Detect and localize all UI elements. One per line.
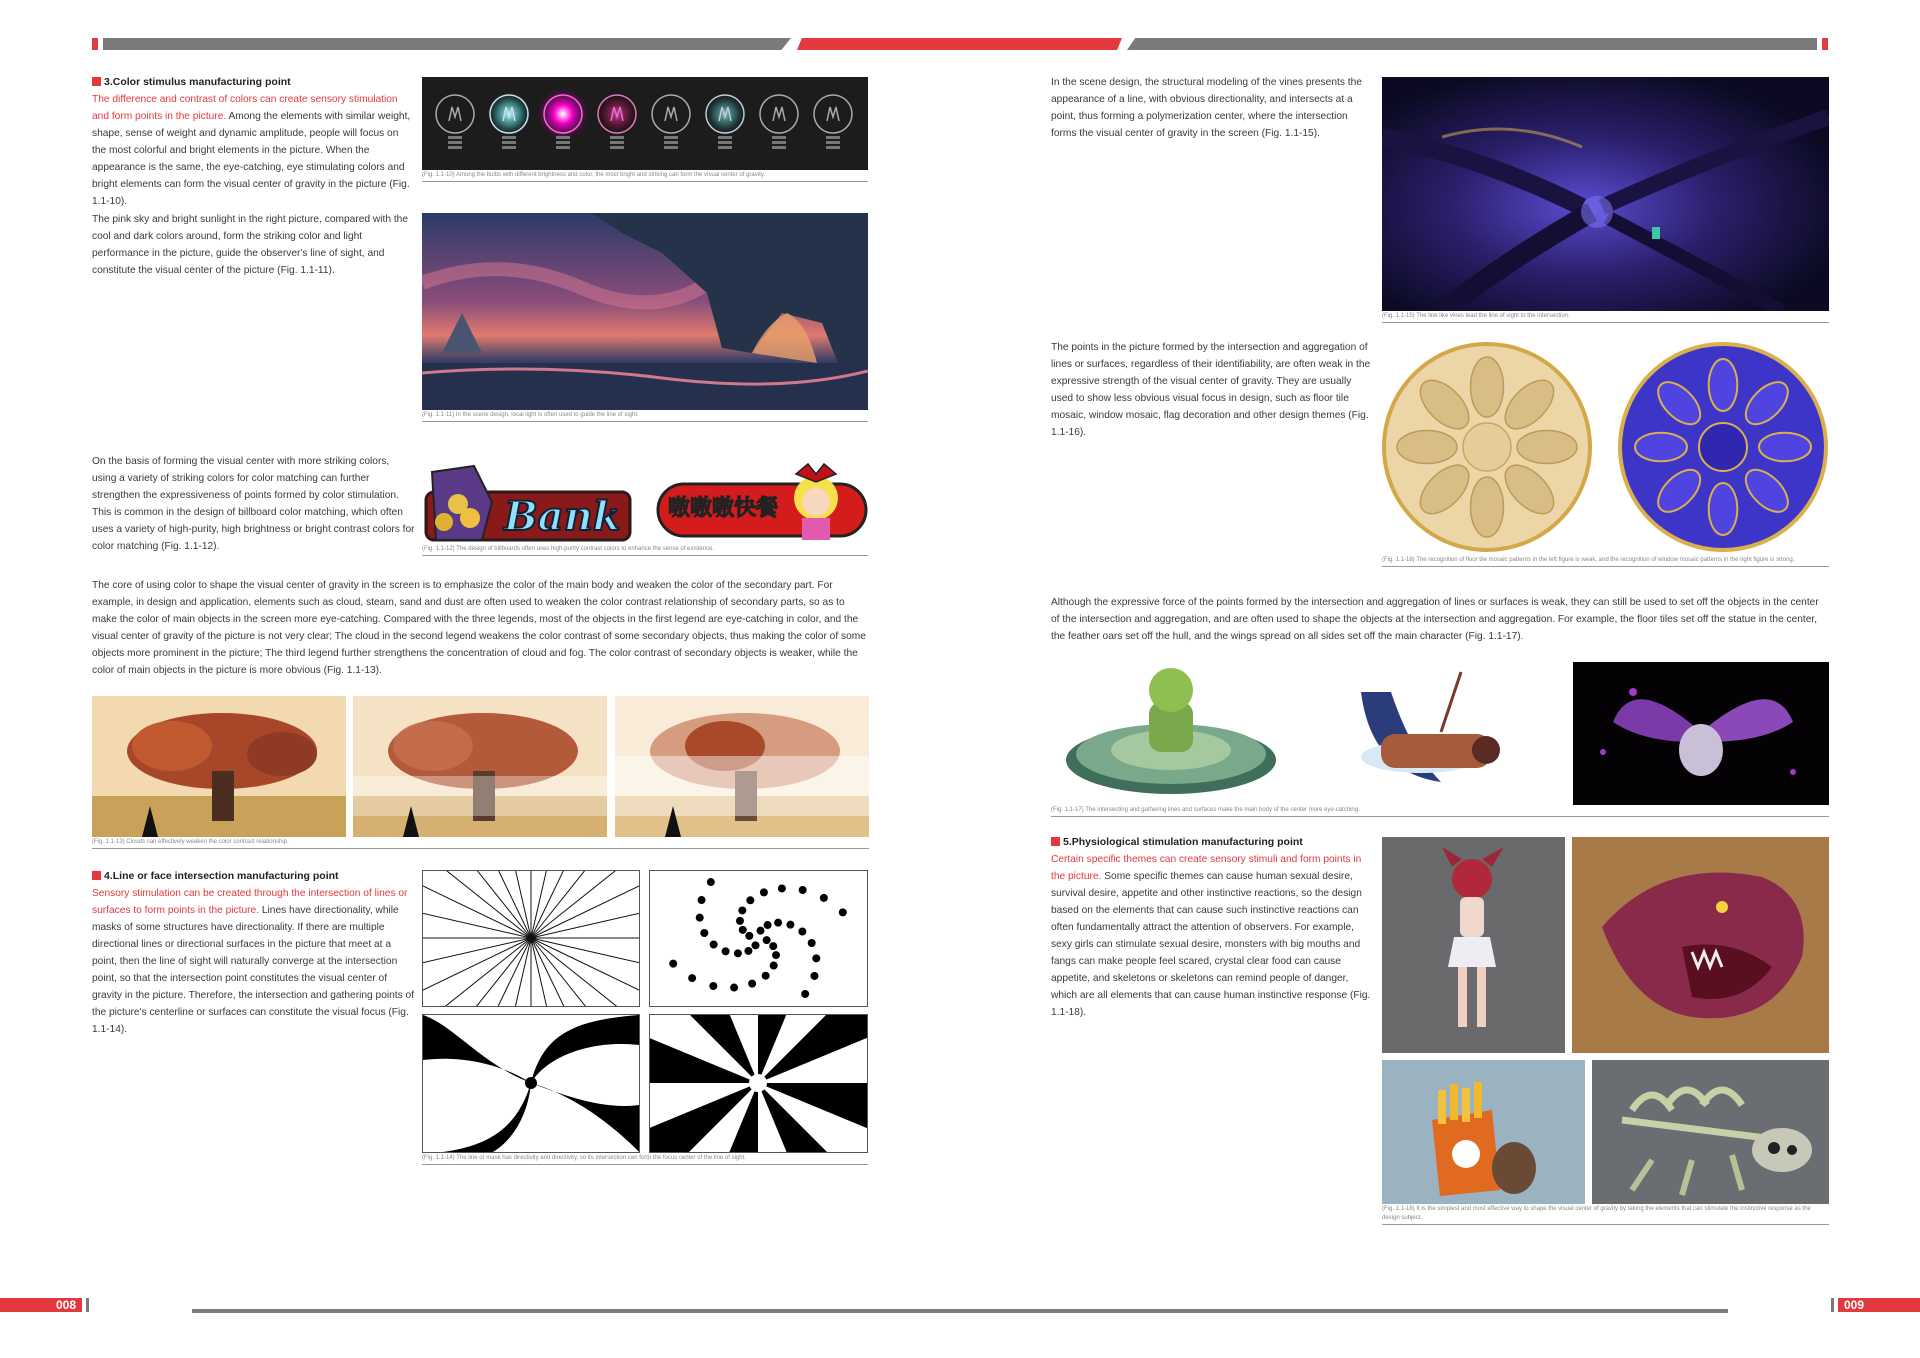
bank-billboard-label: Bank	[504, 493, 621, 540]
tree-scene-1	[92, 696, 346, 837]
top-bar-gray-2	[1127, 38, 1817, 50]
top-bar-left-red	[92, 38, 98, 50]
footer-bar	[192, 1309, 1728, 1313]
vines-scene-image	[1382, 77, 1829, 311]
caption-fig-1-1-10: (Fig. 1.1-10) Among the bulbs with different brightness and color, the most bright and striking can form the visual center of gravity.	[422, 171, 868, 182]
floor-tile-mosaic	[1382, 340, 1592, 555]
caption-fig-1-1-14: (Fig. 1.1-14) The line or mask has directivity and directivity, so its intersection can form the focus center of the line of sight.	[422, 1154, 868, 1165]
right-paragraph3: Although the expressive force of the points formed by the intersection and aggregation of lines or surfaces is weak, they can still be used to set off the objects in the center of the intersection and aggregation, and are often used to shape the objects at the intersection and aggregation. For example, the floor tiles set off the statue in the center, the feather oars set off the hull, and the wings spread on all sides set off the main character (Fig. 1.1-17).	[1051, 597, 1819, 642]
page-number-right: 009	[1838, 1298, 1920, 1312]
caption-fig-1-1-13: (Fig. 1.1-13) Clouds can effectively weaken the color contrast relationship.	[92, 838, 869, 849]
caption-fig-1-1-17: (Fig. 1.1-17) The intersecting and gathering lines and surfaces make the main body of the center more eye-catching.	[1051, 806, 1829, 817]
section3-paragraph1: The difference and contrast of colors can create sensory stimulation and form points in the picture. Among the elements with similar weight, shape, sense of weight and dynamic amplitude, people will focus on the most colorful and bright elements in the picture. When the appearance is the same, the eye-catching, eye stimulating colors and bright elements can form the visual center of gravity in the picture (Fig. 1.1-10).	[92, 94, 411, 207]
tree-scene-2	[353, 696, 607, 837]
top-bar-red-center	[797, 38, 1122, 50]
bank-billboard	[422, 462, 634, 544]
section4-heading: 4.Line or face intersection manufacturing point	[92, 868, 412, 884]
section3-paragraph4: The core of using color to shape the visual center of gravity in the screen is to emphasize the color of the main body and weaken the color of the secondary part. For example, in design and application, elements such as cloud, steam, sand and dust are often used to weaken the color contrast relationship of secondary parts, so as to make the color of main objects in the screen more eye-catching. Compared with the three legends, most of the objects in the first legend are eye-catching in color, and the visual center of gravity of the picture is not very clear; The cloud in the second legend weakens the color contrast of some secondary objects, thus making the color of some objects more prominent in the picture; The third legend further strengthens the concentration of cloud and fog. The color contrast of secondary objects is weaker, while the color of main objects in the picture is more obvious (Fig. 1.1-13).	[92, 580, 866, 676]
cat-girl-image	[1382, 837, 1565, 1053]
right-paragraph2: The points in the picture formed by the intersection and aggregation of lines or surfaces, regardless of their identifiability, are often weak in the expressive strength of the visual center of gravity. They are usually used to show less obvious visual focus in design, such as floor tile mosaic, window mosaic, flag decoration and other design themes (Fig. 1.1-16).	[1051, 342, 1371, 438]
glacier-scene-image	[422, 213, 868, 410]
section3-paragraph2: The pink sky and bright sunlight in the right picture, compared with the cool and dark colors around, form the striking color and light performance in the picture, guide the observer's line of sight, and constitute the visual center of the picture (Fig. 1.1-11).	[92, 214, 408, 276]
section3-paragraph3: On the basis of forming the visual center with more striking colors, using a variety of striking colors for color matching can further strengthen the expressiveness of points formed by color stimulation. This is common in the design of billboard color matching, which often uses a variety of high-purity, high brightness or bright contrast colors for color matching (Fig. 1.1-12).	[92, 456, 415, 552]
caption-fig-1-1-11: (Fig. 1.1-11) In the scene design, local light is often used to guide the line of sight.	[422, 411, 868, 422]
section5-heading: 5.Physiological stimulation manufacturing point	[1051, 834, 1371, 850]
bulbs-image	[422, 77, 868, 170]
fastfood-billboard	[656, 456, 868, 544]
statue-on-tiles-image	[1051, 662, 1291, 802]
top-bar-right-red	[1822, 38, 1828, 50]
footer-tick-right	[1831, 1298, 1834, 1312]
pinwheel-diagram	[422, 1014, 640, 1153]
section5-paragraph: Certain specific themes can create sensory stimuli and form points in the picture. Some specific themes can cause human sexual desire, survival desire, appetite and other instinctive reactions, so the design based on the elements that can cause such instinctive reactions can often fundamentally attract the attention of observers. For example, sexy girls can stimulate sexual desire, monsters with big mouths and fangs can make people feel scared, crystal clear food can cause appetite, and skeletons or skeletons can remind people of danger, which are all elements that can cause human instinctive response (Fig. 1.1-18).	[1051, 854, 1371, 1018]
boat-with-oars-image	[1351, 662, 1511, 802]
tree-scene-3	[615, 696, 869, 837]
window-mosaic	[1617, 340, 1829, 555]
page-number-left: 008	[0, 1298, 82, 1312]
section4-paragraph: Sensory stimulation can be created through the intersection of lines or surfaces to form points in the picture. Lines have directionality, while masks of some structures have directionality. If there are multiple directional lines or directional surfaces in the picture that meet at a point, then the line of sight will naturally converge at the intersection point, so that the intersection point constitutes the visual center of gravity in the picture. Therefore, the intersection and gathering points of the picture's centerline or surfaces can constitute the visual focus (Fig. 1.1-14).	[92, 888, 415, 1035]
dotted-spiral-diagram	[649, 870, 868, 1007]
winged-character-image	[1573, 662, 1829, 805]
top-bar-gray-1	[103, 38, 791, 50]
bulb	[436, 95, 474, 133]
caption-fig-1-1-12: (Fig. 1.1-12) The design of billboards often uses high-purity contrast colors to enhance the sense of existence.	[422, 545, 868, 556]
radial-lines-diagram	[422, 870, 640, 1007]
caption-fig-1-1-15: (Fig. 1.1-15) The line like vines lead the line of sight to the intersection.	[1382, 312, 1829, 323]
right-paragraph1: In the scene design, the structural modeling of the vines presents the appearance of a line, with obvious directionality, and intersects at a point, thus forming a polymerization center, where the intersection forms the visual center of gravity in the screen (Fig. 1.1-15).	[1051, 77, 1362, 139]
caption-fig-1-1-18: (Fig. 1.1-18) It is the simplest and most effective way to shape the visual center of gravity by taking the elements that can stimulate the instinctive response as the design subject.	[1382, 1205, 1829, 1225]
skeleton-creature-image	[1592, 1060, 1829, 1204]
section3-heading: 3.Color stimulus manufacturing point	[92, 74, 412, 90]
caption-fig-1-1-16: (Fig. 1.1-16) The recognition of floor tile mosaic patterns in the left figure is weak, and the recognition of window mosaic patterns in the right figure is strong.	[1382, 556, 1829, 567]
footer-tick-left	[86, 1298, 89, 1312]
starburst-diagram	[649, 1014, 868, 1153]
dragon-head-image	[1572, 837, 1829, 1053]
fries-character-image	[1382, 1060, 1585, 1204]
fastfood-billboard-label: 嗷嗷嗷快餐	[668, 496, 779, 521]
